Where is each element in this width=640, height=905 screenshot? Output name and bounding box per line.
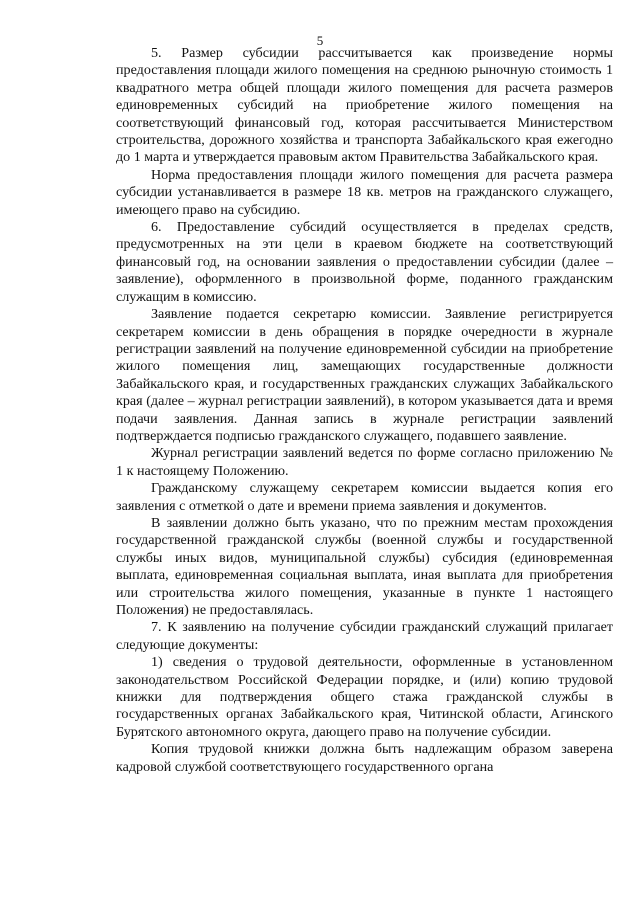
paragraph-6-provision: 6. Предоставление субсидий осуществляется в пределах средств, предусмотренных на эти цели в краевом бюджете на соответствующий финансовый год, на основании заявления о предоставлении субсидии (далее – заявление), оформленного в произвольной форме, поданного гражданским служащим в комиссию. xyxy=(116,219,613,305)
paragraph-7-documents: 7. К заявлению на получение субсидии гражданский служащий прилагает следующие документы: xyxy=(116,619,613,653)
page-number: 5 xyxy=(316,33,324,48)
paragraph-application-registration: Заявление подается секретарю комиссии. Заявление регистрируется секретарем комиссии в день обращения в порядке очередности в журнале регистрации заявлений на получение единовременной субсидии на приобретение жилого помещения лиц, замещающих государственные должности Забайкальского края, и государственных гражданских служащих Забайкальского края (далее – журнал регистрации заявлений), в котором указывается дата и время подачи заявления. Данная запись в журнале регистрации заявлений подтверждается подписью гражданского служащего, подавшего заявление. xyxy=(116,306,613,444)
paragraph-area-norm: Норма предоставления площади жилого помещения для расчета размера субсидии устанавливается в размере 18 кв. метров на гражданского служащего, имеющего право на субсидию. xyxy=(116,166,613,218)
paragraph-journal-form: Журнал регистрации заявлений ведется по форме согласно приложению № 1 к настоящему Положению. xyxy=(116,445,613,479)
paragraph-work-book-copy: Копия трудовой книжки должна быть надлежащим образом заверена кадровой службой соответствующего государственного органа xyxy=(116,741,613,775)
document-body xyxy=(116,45,613,776)
paragraph-application-copy: Гражданскому служащему секретарем комиссии выдается копия его заявления с отметкой о дате и времени приема заявления и документов. xyxy=(116,480,613,514)
paragraph-work-record: 1) сведения о трудовой деятельности, оформленные в установленном законодательством Российской Федерации порядке, и (или) копию трудовой книжки для подтверждения общего стажа гражданской службы в государственных органах Забайкальского края, Читинской области, Агинского Бурятского автономного округа, дающего право на получение субсидии. xyxy=(116,654,613,740)
paragraph-5-subsidy-size: 5. Размер субсидии рассчитывается как произведение нормы предоставления площади жилого помещения на среднюю рыночную стоимость 1 квадратного метра общей площади жилого помещения для расчета размеров единовременных субсидий на приобретение жилого помещения на соответствующий финансовый год, которая рассчитывается Министерством строительства, дорожного хозяйства и транспорта Забайкальского края ежегодно до 1 марта и утверждается правовым актом Правительства Забайкальского края. xyxy=(116,45,613,166)
paragraph-previous-service: В заявлении должно быть указано, что по прежним местам прохождения государственной гражданской службы (военной службы и государственной службы иных видов, муниципальной службы) субсидия (единовременная выплата, единовременная социальная выплата, иная выплата для приобретения или строительства жилого помещения, указанные в пункте 1 настоящего Положения) не предоставлялась. xyxy=(116,514,613,618)
